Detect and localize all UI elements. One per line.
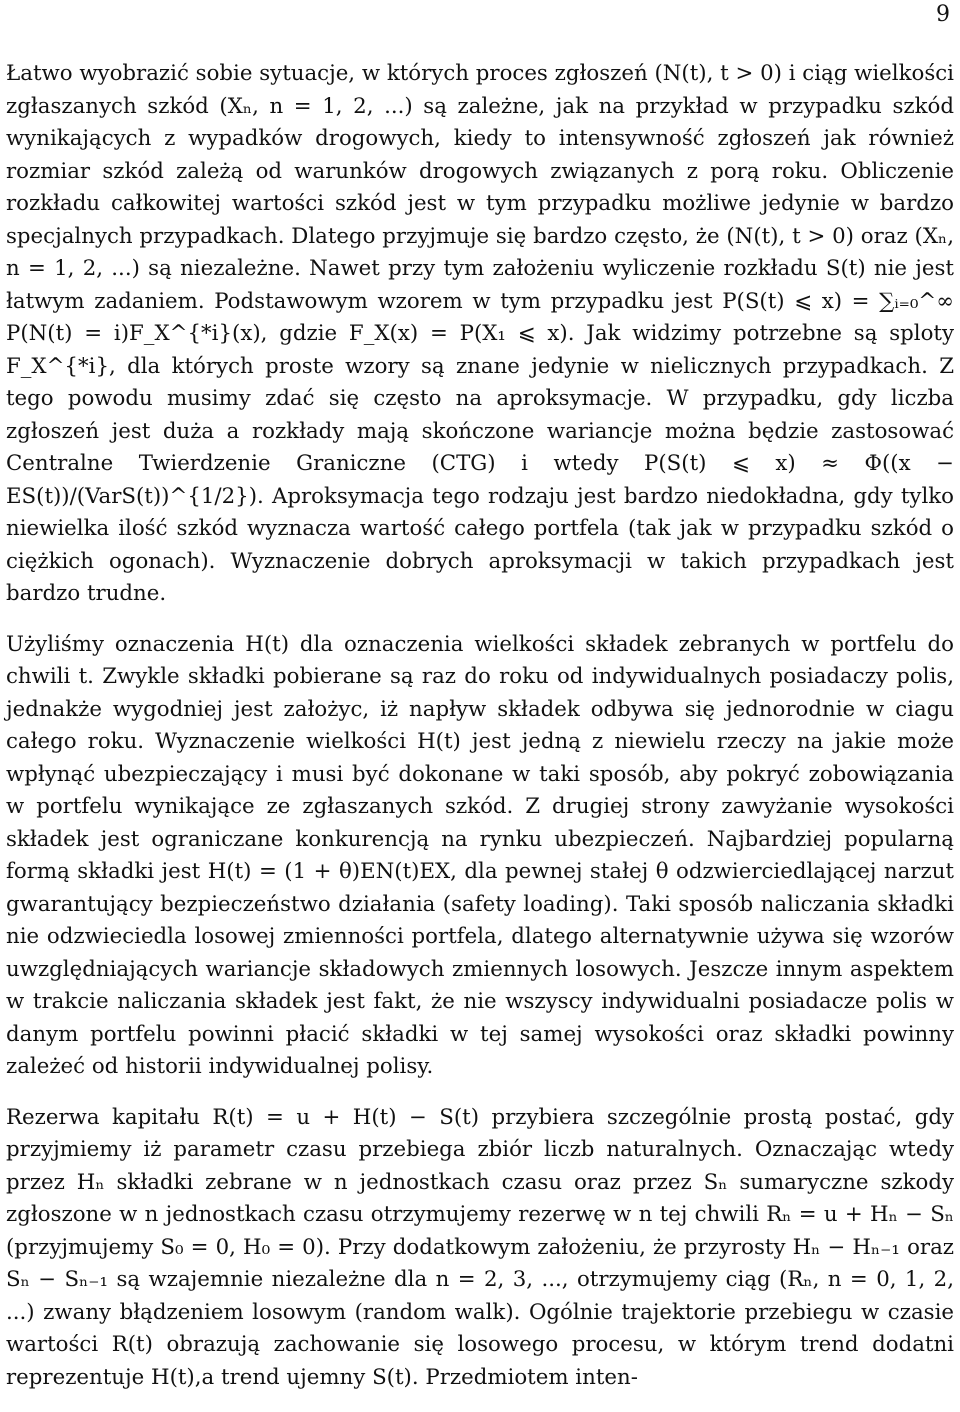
paragraph-1: Łatwo wyobrazić sobie sytuacje, w których proces zgłoszeń (N(t), t > 0) i ciąg wielkości zgłaszanych szkód (Xₙ, n = 1, 2, ...) są zależne, jak na przykład w przypadku szkód wynikających z wypadków drogowych, kiedy to intensywność zgłoszeń jak również rozmiar szkód zależą od warunków drogowych związanych z porą roku. Obliczenie rozkładu całkowitej wartości szkód jest w tym przypadku możliwe jedynie w bardzo specjalnych przypadkach. Dlatego przyjmuje się bardzo często, że (N(t), t > 0) oraz (Xₙ, n = 1, 2, ...) są niezależne. Nawet przy tym założeniu wyliczenie rozkładu S(t) nie jest łatwym zadaniem. Podstawowym wzorem w tym przypadku jest P(S(t) ⩽ x) = ∑ᵢ₌₀^∞ P(N(t) = i)F_X^{*i}(x), gdzie F_X(x) = P(X₁ ⩽ x). Jak widzimy potrzebne są sploty F_X^{*i}, dla których proste wzory są znane jedynie w nielicznych przypadkach. Z tego powodu musimy zdać się często na aproksymacje. W przypadku, gdy liczba zgłoszeń jest duża a rozkłady mają skończone wariancje można będzie zastosować Centralne Twierdzenie Graniczne (CTG) i wtedy P(S(t) ⩽ x) ≈ Φ((x − ES(t))/(VarS(t))^{1/2}). Aproksymacja tego rodzaju jest bardzo niedokładna, gdy tylko niewielka ilość szkód wyznacza wartość całego portfela (tak jak w przypadku szkód o ciężkich ogonach). Wyznaczenie dobrych aproksymacji w takich przypadkach jest bardzo trudne. [6,61,954,606]
paragraph-3: Rezerwa kapitału R(t) = u + H(t) − S(t) przybiera szczególnie prostą postać, gdy przyjmiemy iż parametr czasu przebiega zbiór liczb naturalnych. Oznaczając wtedy przez Hₙ składki zebrane w n jednostkach czasu oraz przez Sₙ sumaryczne szkody zgłoszone w n jednostkach czasu otrzymujemy rezerwę w n tej chwili Rₙ = u + Hₙ − Sₙ (przyjmujemy S₀ = 0, H₀ = 0). Przy dodatkowym założeniu, że przyrosty Hₙ − Hₙ₋₁ oraz Sₙ − Sₙ₋₁ są wzajemnie niezależne dla n = 2, 3, ..., otrzymujemy ciąg (Rₙ, n = 0, 1, 2, ...) zwany błądzeniem losowym (random walk). Ogólnie trajektorie przebiegu w czasie wartości R(t) obrazują zachowanie się losowego procesu, w którym trend dodatni reprezentuje H(t),a trend ujemny S(t). Przedmiotem inten- [6,1104,954,1390]
paragraph-2: Użyliśmy oznaczenia H(t) dla oznaczenia wielkości składek zebranych w portfelu do chwili t. Zwykle składki pobierane są raz do roku od indywidualnych posiadaczy polis, jednakże wygodniej jest założyc, iż napływ składek odbywa się jednorodnie w ciagu całego roku. Wyznaczenie wielkości H(t) jest jedną z niewielu rzeczy na jakie może wpłynąć ubezpieczający i musi być dokonane w taki sposób, aby pokryć zobowiązania w portfelu wynikające ze zgłaszanych szkód. Z drugiej strony zawyżanie wysokości składek jest ograniczane konkurencją na rynku ubezpieczeń. Najbardziej popularną formą składki jest H(t) = (1 + θ)EN(t)EX, dla pewnej stałej θ odzwierciedlającej narzut gwarantujący bezpieczeństwo działania (safety loading). Taki sposób naliczania składki nie odzwieciedla losowej zmienności portfela, dlatego alternatywnie używa się wzorów uwzględniających wariancje składowych zmiennych losowych. Jeszcze innym aspektem w trakcie naliczania składek jest fakt, że nie wszyscy indywidualni posiadacze polis w danym portfelu powinni płacić składki w tej samej wysokości oraz składki powinny zależeć od historii indywidualnej polisy. [6,631,954,1079]
page-number: 9 [936,2,950,27]
page-body [6,58,954,1412]
